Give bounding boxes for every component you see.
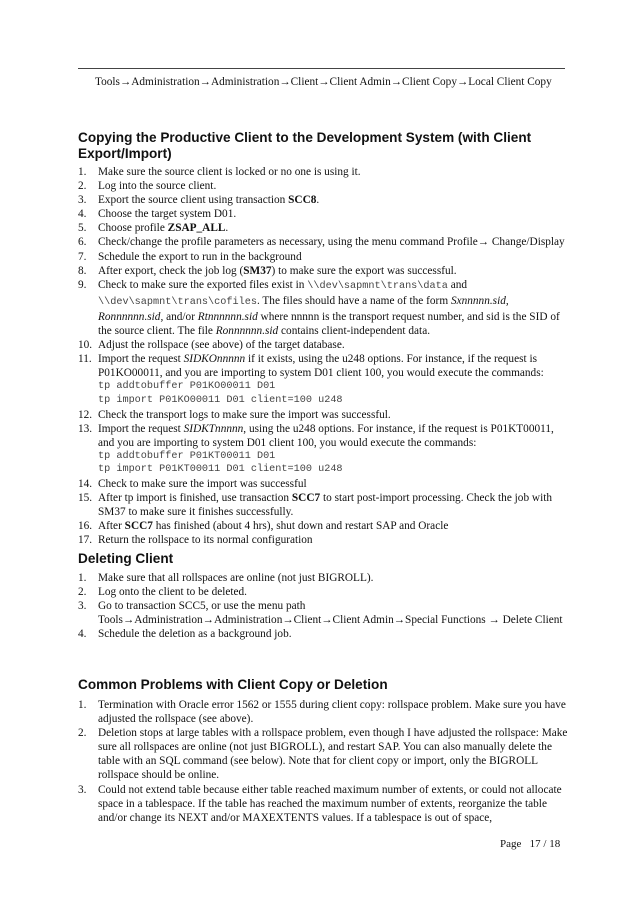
header-rule: [78, 68, 565, 69]
section-2-list: [78, 571, 568, 641]
section-title-deleting-client: Deleting Client: [78, 551, 174, 566]
command-line: tp addtobuffer P01KT00011 D01: [98, 450, 276, 462]
list-item: 6. Check/change the profile parameters as necessary, using the menu command Profile→ Change/Display: [78, 236, 565, 249]
list-item: 7. Schedule the export to run in the background: [78, 250, 302, 263]
list-item: 9. Check to make sure the exported files exist in \\dev\sapmnt\trans\data and \\dev\sapmnt\trans\cofiles. The files should have a name of the form Sxnnnnn.sid, Ronnnnnn.sid, and/or Rtnnnnnn.sid where nnnnn is the transport request number, and sid is the SID of the source client. The file Ronnnnnn.sid contains client-independent data.: [78, 278, 560, 338]
section-3-list: [78, 698, 568, 825]
path-data: \\dev\sapmnt\trans\data: [307, 280, 448, 292]
section-title-common-problems: Common Problems with Client Copy or Deletion: [78, 677, 388, 692]
list-item: 8. After export, check the job log (SM37) to make sure the export was successful.: [78, 264, 457, 277]
list-item: 3. Export the source client using transaction SCC8.: [78, 194, 320, 207]
list-item: 17. Return the rollspace to its normal configuration: [78, 534, 313, 547]
section-title-copy-client: Copying the Productive Client to the Development System (with Client Export/Import): [78, 130, 532, 161]
list-item: 3. Go to transaction SCC5, or use the menu path Tools→Administration→Administration→Client→Client Admin→Special Functions → Delete Client: [78, 600, 563, 627]
list-item: 4. Choose the target system D01.: [78, 208, 237, 221]
list-item: 15. After tp import is finished, use transaction SCC7 to start post-import processing. Check the job with SM37 to make sure it finishes successfully.: [78, 492, 553, 519]
section-1-list: [78, 165, 568, 548]
intro-menu-path: Tools→Administration→Administration→Client→Client Admin→Client Copy→Local Client Copy: [95, 76, 552, 88]
page-number: 17 / 18: [529, 838, 561, 850]
list-item: 1. Termination with Oracle error 1562 or 1555 during client copy: rollspace problem. Make sure you have adjusted the rollspace (see above).: [78, 699, 566, 726]
list-item: 13. Import the request SIDKTnnnnn, using the u248 options. For instance, if the request is P01KT00011, and you are importing to system D01 client 100, you would execute the commands: tp addtobuffer P01KT00011 D01 tp import P01KT00011 D01 client=100 u248: [78, 422, 568, 477]
list-item: 1. Make sure the source client is locked or no one is using it.: [78, 166, 361, 178]
list-item: 5. Choose profile ZSAP_ALL.: [78, 222, 229, 235]
list-item: 11. Import the request SIDKOnnnnn if it exists, using the u248 options. For instance, if the request is P01KO00011, and you are importing to system D01 client 100, you would execute the commands: tp addtobuffer P01KO00011 D01 tp import P01KO00011 D01 client=100 u248: [78, 352, 568, 407]
list-item: 12. Check the transport logs to make sure the import was successful.: [78, 408, 391, 421]
page-footer: [500, 838, 560, 850]
list-item: 14. Check to make sure the import was successful: [78, 478, 307, 491]
command-line: tp import P01KO00011 D01 client=100 u248: [98, 395, 343, 406]
list-item: 2. Log into the source client.: [78, 180, 217, 193]
list-item: 3. Could not extend table because either table reached maximum number of extents, or could not allocate space in a tablespace. If the table has reached the maximum number of extents, reorganize the table and/or change its NEXT and/or MAXEXTENTS values. If a tablespace is out of space,: [78, 783, 562, 824]
command-line: tp import P01KT00011 D01 client=100 u248: [98, 464, 343, 476]
page-label: Page: [500, 838, 522, 850]
list-item: 2. Log onto the client to be deleted.: [78, 586, 248, 599]
path-cofiles: \\dev\sapmnt\trans\cofiles: [98, 296, 257, 308]
list-item: 4. Schedule the deletion as a background job.: [78, 628, 292, 641]
list-item: 16. After SCC7 has finished (about 4 hrs), shut down and restart SAP and Oracle: [78, 520, 449, 533]
command-line: tp addtobuffer P01KO00011 D01: [98, 381, 276, 393]
list-item: 2. Deletion stops at large tables with a rollspace problem, even though I have adjusted the rollspace: Make sure all rollspaces are online (not just BIGROLL), and restart SAP. You can also manually delete the table with an SQL command (see below). Note that for client copy or import, only the BIGROLL rollspace should be online.: [78, 727, 568, 782]
list-item: 10. Adjust the rollspace (see above) of the target database.: [78, 339, 345, 352]
list-item: 1. Make sure that all rollspaces are online (not just BIGROLL).: [78, 572, 374, 584]
